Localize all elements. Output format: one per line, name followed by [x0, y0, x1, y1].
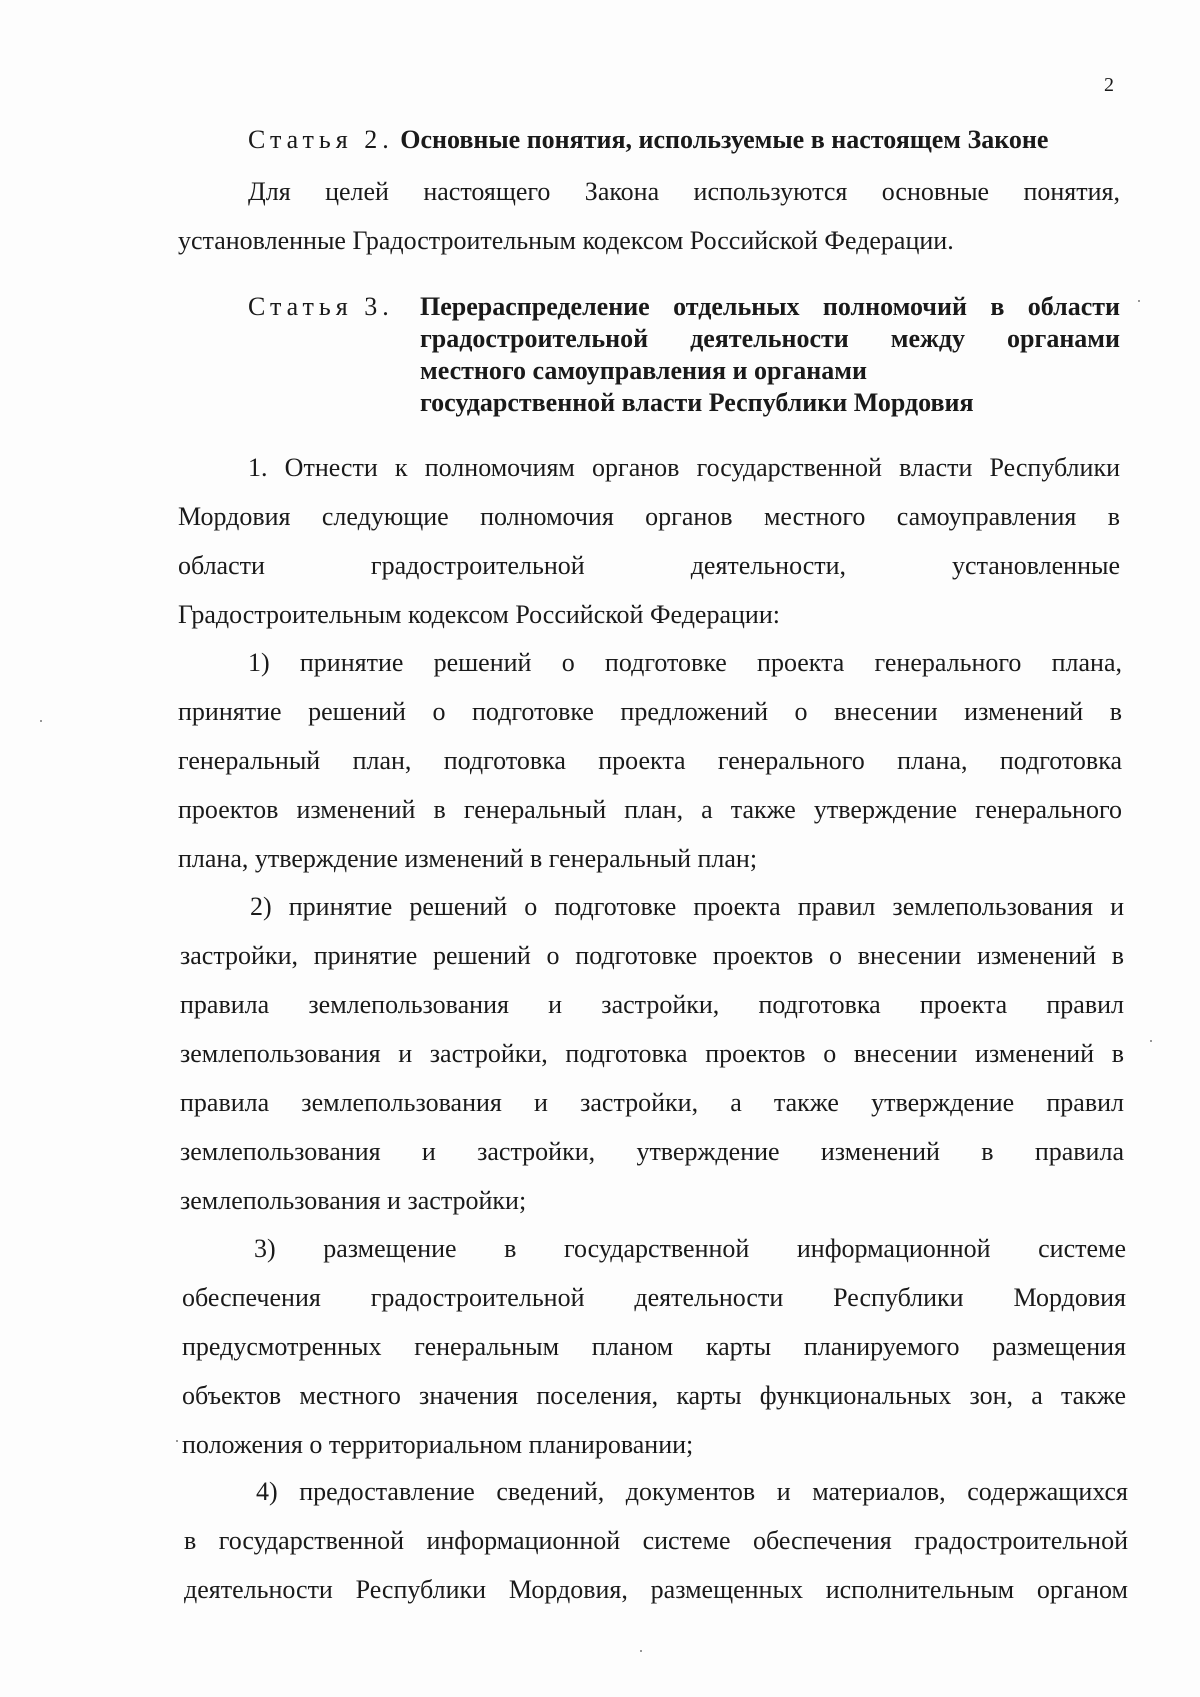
article-2-body: [178, 167, 1120, 265]
page-number: 2: [1104, 74, 1114, 96]
text-line: 1. Отнести к полномочиям органов государственной власти Республики: [248, 453, 1120, 482]
scan-speck: [40, 720, 42, 722]
text-line: землепользования и застройки, подготовка проектов о внесении изменений в: [180, 1039, 1124, 1068]
text-line: Градостроительным кодексом Российской Федерации:: [178, 600, 780, 629]
article-3-title-line: местного самоуправления и органами: [420, 356, 867, 385]
article-2-heading: [248, 124, 1048, 156]
text-line: 4) предоставление сведений, документов и материалов, содержащихся: [256, 1477, 1128, 1506]
scan-speck: [1138, 300, 1140, 302]
list-item-4: [184, 1467, 1128, 1614]
text-line: землепользования и застройки;: [180, 1186, 527, 1215]
article-3-title-line: градостроительной деятельности между органами: [420, 324, 1120, 353]
text-line: 3) размещение в государственной информационной системе: [254, 1234, 1126, 1263]
text-line: генеральный план, подготовка проекта генерального плана, подготовка: [178, 746, 1122, 775]
text-line: предусмотренных генеральным планом карты планируемого размещения: [182, 1332, 1126, 1361]
article-3-label-wrap: [248, 291, 394, 323]
text-line: землепользования и застройки, утверждение изменений в правила: [180, 1137, 1124, 1166]
text-line: правила землепользования и застройки, а также утверждение правил: [180, 1088, 1124, 1117]
text-line: Мордовия следующие полномочия органов местного самоуправления в: [178, 502, 1120, 531]
text-line: обеспечения градостроительной деятельности Республики Мордовия: [182, 1283, 1126, 1312]
article-3-title-line: Перераспределение отдельных полномочий в области: [420, 292, 1120, 321]
list-item-3: [182, 1224, 1126, 1469]
article-3-title-line: государственной власти Республики Мордовия: [420, 388, 974, 417]
scan-speck: [1150, 1040, 1152, 1042]
list-item-1: [178, 638, 1122, 883]
text-line: установленные Градостроительным кодексом Российской Федерации.: [178, 226, 954, 255]
article-2-title: Основные понятия, используемые в настоящем Законе: [400, 125, 1049, 154]
text-line: Для целей настоящего Закона используются основные понятия,: [248, 177, 1120, 206]
text-line: области градостроительной деятельности, установленные: [178, 551, 1120, 580]
text-line: объектов местного значения поселения, карты функциональных зон, а также: [182, 1381, 1126, 1410]
article-2-label: Статья 2.: [248, 125, 394, 154]
article-3-paragraph-1: [178, 443, 1120, 639]
text-line: деятельности Республики Мордовия, размещенных исполнительным органом: [184, 1575, 1128, 1604]
text-line: плана, утверждение изменений в генеральный план;: [178, 844, 758, 873]
scan-speck: [640, 1650, 642, 1652]
text-line: 1) принятие решений о подготовке проекта генерального плана,: [248, 648, 1122, 677]
list-item-2: [180, 882, 1124, 1225]
text-line: положения о территориальном планировании;: [182, 1430, 694, 1459]
text-line: проектов изменений в генеральный план, а также утверждение генерального: [178, 795, 1122, 824]
text-line: 2) принятие решений о подготовке проекта правил землепользования и: [250, 892, 1124, 921]
article-3-label: Статья 3.: [248, 292, 394, 321]
text-line: правила землепользования и застройки, подготовка проекта правил: [180, 990, 1124, 1019]
text-line: принятие решений о подготовке предложений о внесении изменений в: [178, 697, 1122, 726]
scan-speck: [176, 1440, 178, 1442]
text-line: застройки, принятие решений о подготовке проектов о внесении изменений в: [180, 941, 1124, 970]
text-line: в государственной информационной системе обеспечения градостроительной: [184, 1526, 1128, 1555]
article-3-title: [420, 291, 1120, 419]
